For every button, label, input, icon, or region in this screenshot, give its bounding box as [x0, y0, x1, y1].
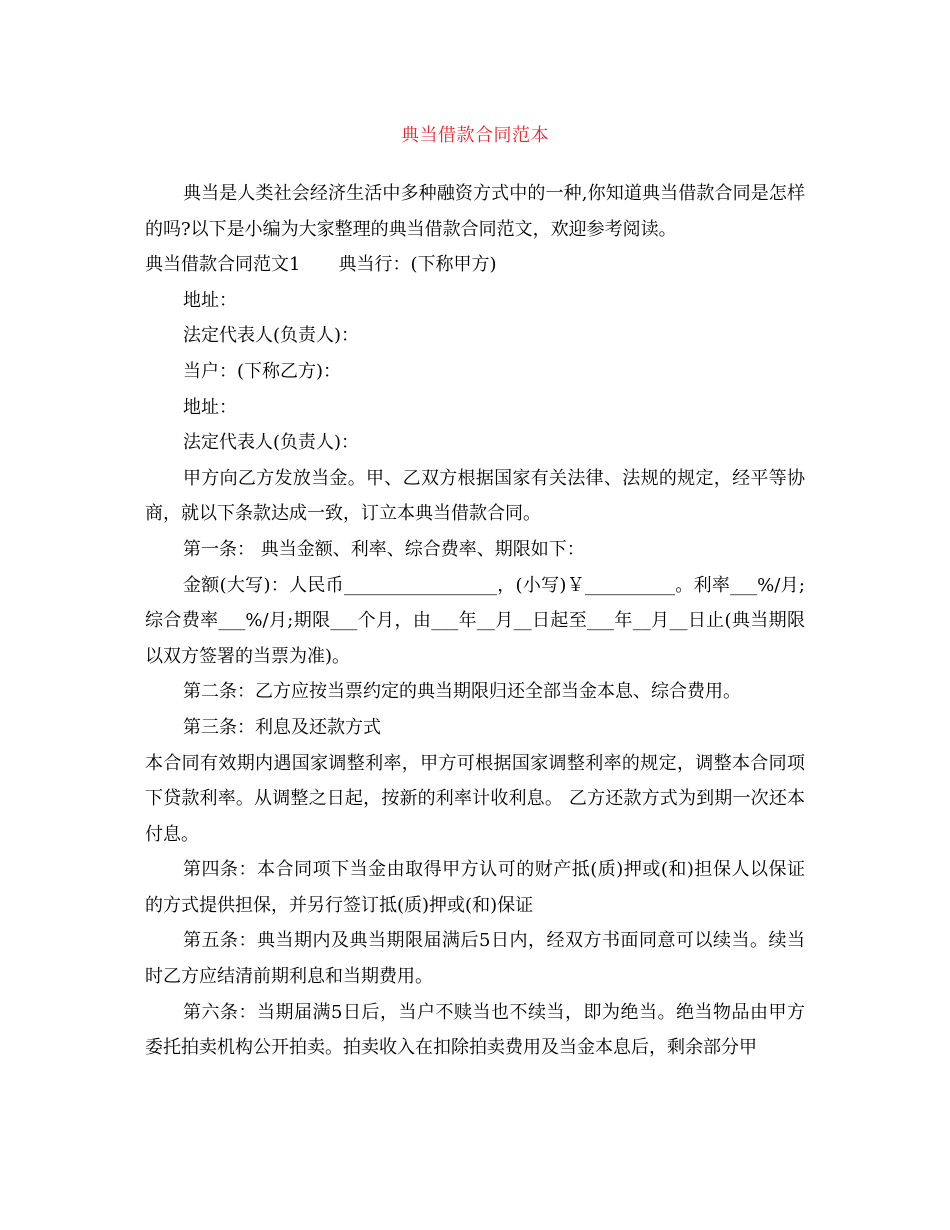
article-1-title: 第一条： 典当金额、利率、综合费率、期限如下：: [183, 538, 585, 560]
party-b-representative: 法定代表人(负责人)：: [183, 432, 360, 454]
document-body: [145, 176, 805, 1066]
article-2: 第二条：乙方应按当票约定的典当期限归还全部当金本息、综合费用。: [183, 681, 741, 703]
party-a-address: 地址：: [183, 289, 237, 311]
article-4: 第四条：本合同项下当金由取得甲方认可的财产抵(质)押或(和)担保人以保证的方式提供担保，并另行签订抵(质)押或(和)保证: [145, 859, 805, 916]
preamble-paragraph: 甲方向乙方发放当金。甲、乙双方根据国家有关法律、法规的规定，经平等协商，就以下条款达成一致，订立本典当借款合同。: [145, 467, 805, 525]
article-1-body: 金额(大写)：人民币_________________，(小写)￥__________。利率___%/月;综合费率___%/月;期限___个月，由___年__月__日起至___年__月__日止(典当期限以双方签署的当票为准)。: [145, 574, 805, 667]
article-3-title: 第三条：利息及还款方式: [183, 716, 381, 738]
article-3-body: 本合同有效期内遇国家调整利率，甲方可根据国家调整利率的规定，调整本合同项下贷款利率。从调整之日起，按新的利率计收利息。 乙方还款方式为到期一次还本付息。: [145, 752, 805, 845]
section-heading-line: [145, 247, 805, 283]
article-5: 第五条：典当期内及典当期限届满后5日内，经双方书面同意可以续当。续当时乙方应结清前期利息和当期费用。: [145, 930, 805, 988]
intro-paragraph: 典当是人类社会经济生活中多种融资方式中的一种,你知道典当借款合同是怎样的吗?以下是小编为大家整理的典当借款合同范文，欢迎参考阅读。: [145, 183, 805, 240]
party-b-address: 地址：: [183, 396, 237, 418]
document-title: 典当借款合同范本: [401, 125, 549, 146]
party-a-representative: 法定代表人(负责人)：: [183, 325, 360, 347]
section-heading: 典当借款合同范文1: [145, 254, 301, 276]
party-a-label: 典当行：(下称甲方): [338, 254, 497, 276]
party-b-label: 当户：(下称乙方)：: [183, 360, 342, 382]
article-6: 第六条：当期届满5日后，当户不赎当也不续当，即为绝当。绝当物品由甲方委托拍卖机构公开拍卖。拍卖收入在扣除拍卖费用及当金本息后，剩余部分甲: [145, 1001, 805, 1059]
